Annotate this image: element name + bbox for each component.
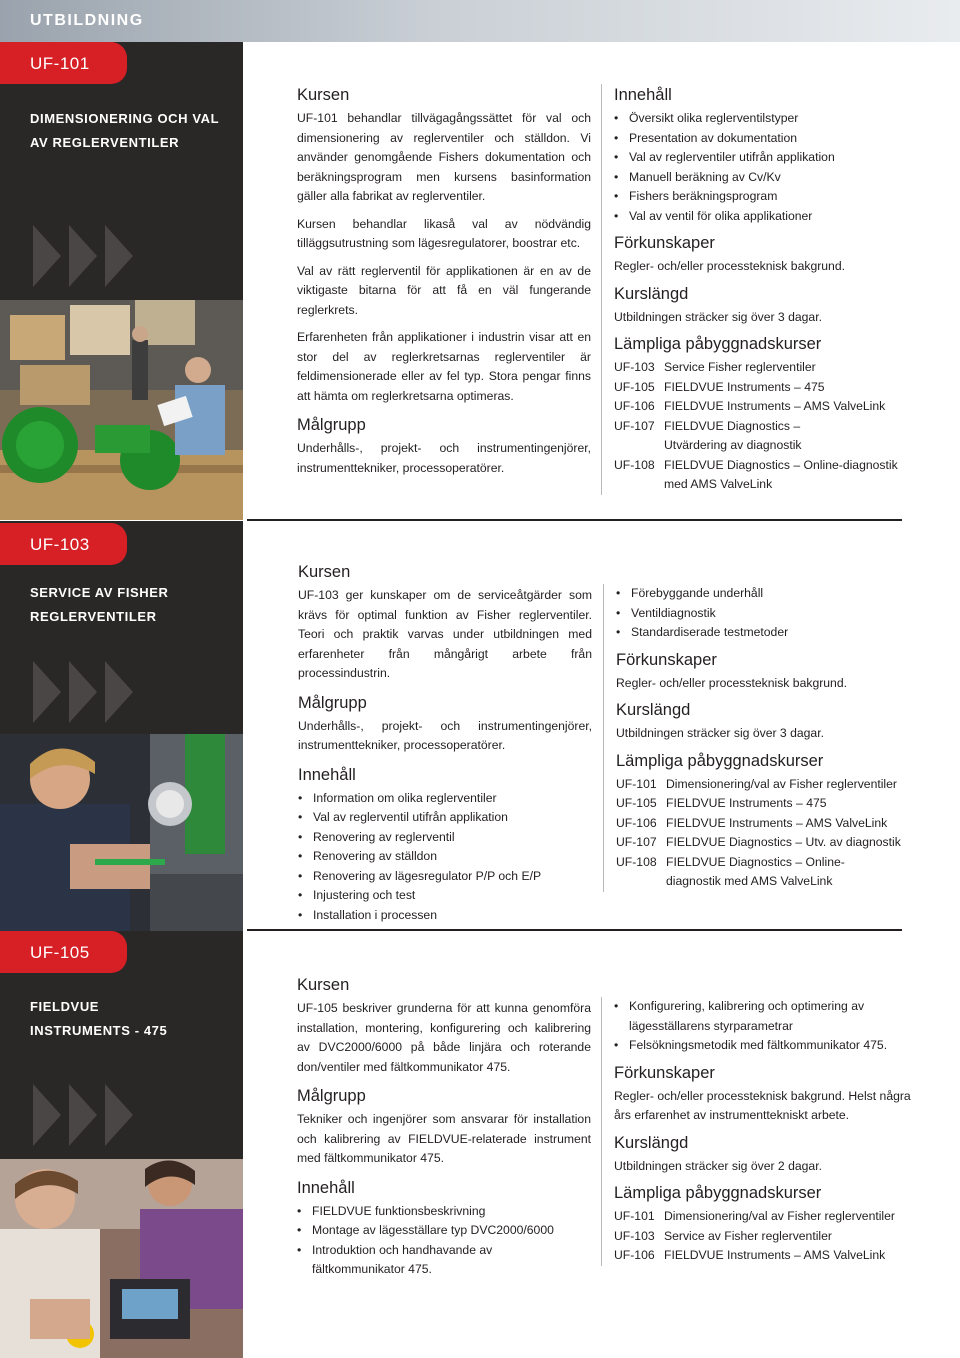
paragraph: Regler- och/eller processteknisk bakgrund. <box>614 259 845 273</box>
list-item: • Information om olika reglerventiler <box>298 789 592 809</box>
uf101-right-column <box>601 84 911 495</box>
course-row: UF-103 Service Fisher reglerventiler <box>614 360 816 374</box>
list-item: • Fishers beräkningsprogram <box>614 187 911 207</box>
paragraph: UF-105 beskriver grunderna för att kunna genomföra installation, montering, konfigurering och kalibrering av DVC2000/6000 på både linjära och roterande don/ventiler med fältkommunikator 475. <box>297 1001 591 1074</box>
paragraph: Utbildningen sträcker sig över 2 dagar. <box>614 1158 822 1173</box>
uf105-left-column <box>297 974 591 1286</box>
section-heading: Lämpliga påbyggnadskurser <box>616 751 824 770</box>
paragraph: Erfarenheten från applikationer i industrin visar att en stor del av reglerkretsarnas reglerventiler är feldimensionerade eller av fel typ. Stora pengar finns att hämta om reglerkretsarna optimeras. <box>297 330 591 403</box>
valve-workshop-photo <box>0 300 243 520</box>
list-item: • Standardiserade testmetoder <box>616 623 913 643</box>
course-row: UF-107 FIELDVUE Diagnostics – Utvärdering av diagnostik <box>614 418 802 452</box>
paragraph: UF-103 ger kunskaper om de serviceåtgärder som krävs för optimal funktion av Fisher reglerventiler. Teori och praktik varvas under utbildningen med erfarenheter från mångårigt arbete från processindustrin. <box>298 588 592 680</box>
list-item: • Introduktion och handhavande av fältkommunikator 475. <box>297 1241 591 1280</box>
content-list <box>614 997 911 1056</box>
paragraph: Regler- och/eller processteknisk bakgrund. Helst några års erfarenhet av instrumenttekniskt arbete. <box>614 1088 911 1122</box>
section-heading: Innehåll <box>614 86 672 104</box>
section-heading: Kurslängd <box>614 284 689 303</box>
list-item: • Installation i processen <box>298 906 592 926</box>
paragraph: Underhålls-, projekt- och instrumentingenjörer, instrumenttekniker, processoperatörer. <box>297 441 591 475</box>
list-item: • Val av ventil för olika applikationer <box>614 207 911 227</box>
section-heading: Förkunskaper <box>614 234 715 252</box>
paragraph: UF-101 behandlar tillvägagångssättet för val och dimensionering av reglerventiler och ställdon. Vi använder genomgående Fishers dokumentation och beräkningsprogram men kursens basinformation gäller alla fabrikat av reglerventiler. <box>297 111 591 203</box>
section-heading: Innehåll <box>297 1178 355 1197</box>
course-row: UF-105 FIELDVUE Instruments – 475 <box>614 379 825 394</box>
section-heading: Innehåll <box>298 765 356 784</box>
course-code: UF-103 <box>30 535 90 554</box>
course-row: UF-101 Dimensionering/val av Fisher reglerventiler <box>616 776 897 791</box>
course-row: UF-105 FIELDVUE Instruments – 475 <box>616 796 827 810</box>
section-heading: Kursen <box>298 563 351 581</box>
section-heading: Förkunskaper <box>614 1063 715 1082</box>
course-row: UF-108 FIELDVUE Diagnostics – Online-diagnostik med AMS ValveLink <box>616 854 845 888</box>
list-item: • FIELDVUE funktionsbeskrivning <box>297 1202 591 1222</box>
section-divider <box>247 929 902 931</box>
paragraph: Tekniker och ingenjörer som ansvarar för installation och kalibrering av FIELDVUE-relaterade instrument med fältkommunikator 475. <box>297 1112 591 1165</box>
paragraph: Regler- och/eller processteknisk bakgrund. <box>616 675 847 690</box>
course-list <box>614 358 911 495</box>
paragraph: Val av rätt reglerventil för applikationen är en av de viktigaste bitarna för att få en väl fungerande reglerkrets. <box>297 263 591 317</box>
list-item: • Renovering av reglerventil <box>298 828 592 848</box>
section-heading: Målgrupp <box>297 416 366 434</box>
list-item: • Montage av lägesställare typ DVC2000/6000 <box>297 1221 591 1241</box>
chevron-arrows-icon <box>33 225 143 287</box>
list-item: • Manuell beräkning av Cv/Kv <box>614 168 911 188</box>
section-sidebar-uf103 <box>0 521 243 931</box>
content-list <box>297 1202 591 1280</box>
course-row: UF-106 FIELDVUE Instruments – AMS ValveLink <box>616 815 888 830</box>
course-code-tag <box>0 523 127 565</box>
course-title: DIMENSIONERING OCH VAL AV REGLERVENTILER <box>30 111 220 150</box>
course-row: UF-106 FIELDVUE Instruments – AMS ValveLink <box>614 399 886 413</box>
list-item: • Val av reglerventil utifrån applikation <box>298 808 592 828</box>
paragraph: Utbildningen sträcker sig över 3 dagar. <box>614 309 822 324</box>
list-item: • Presentation av dokumentation <box>614 129 911 149</box>
page-title: UTBILDNING <box>30 12 144 29</box>
course-code-tag <box>0 931 127 973</box>
course-code: UF-101 <box>30 54 90 73</box>
paragraph: Utbildningen sträcker sig över 3 dagar. <box>616 726 824 740</box>
section-heading: Förkunskaper <box>616 650 717 669</box>
paragraph: Kursen behandlar likaså val av nödvändig tilläggsutrustning som lägesregulatorer, boostrar etc. <box>297 216 591 250</box>
section-divider <box>247 519 902 521</box>
list-item: • Konfigurering, kalibrering och optimering av lägesställarens styrparametrar <box>614 997 911 1036</box>
list-item: • Förebyggande underhåll <box>616 584 913 604</box>
uf103-right-column <box>603 584 913 892</box>
paragraph: Underhålls-, projekt- och instrumentingenjörer, instrumenttekniker, processoperatörer. <box>298 718 592 752</box>
list-item: • Felsökningsmetodik med fältkommunikator 475. <box>614 1036 911 1056</box>
course-title: FIELDVUE INSTRUMENTS - 475 <box>30 999 168 1038</box>
course-list <box>616 775 913 892</box>
list-item: • Renovering av ställdon <box>298 847 592 867</box>
list-item: • Ventildiagnostik <box>616 604 913 624</box>
section-heading: Kurslängd <box>614 1133 689 1152</box>
chevron-arrows-icon <box>33 661 143 723</box>
course-code-tag <box>0 42 127 84</box>
course-code: UF-105 <box>30 943 90 962</box>
section-heading: Kursen <box>297 976 350 994</box>
chevron-arrows-icon <box>33 1084 143 1146</box>
section-heading: Målgrupp <box>297 1087 366 1105</box>
course-row: UF-103 Service av Fisher reglerventiler <box>614 1228 832 1243</box>
list-item: • Renovering av lägesregulator P/P och E/P <box>298 867 592 887</box>
course-row: UF-108 FIELDVUE Diagnostics – Online-diagnostik med AMS ValveLink <box>614 457 898 491</box>
section-heading: Lämpliga påbyggnadskurser <box>614 1184 822 1202</box>
section-sidebar-uf101 <box>0 42 243 520</box>
course-row: UF-106 FIELDVUE Instruments – AMS ValveLink <box>614 1248 886 1262</box>
list-item: • Översikt olika reglerventilstyper <box>614 109 911 129</box>
course-list <box>614 1207 911 1266</box>
content-list <box>616 584 913 643</box>
course-row: UF-107 FIELDVUE Diagnostics – Utv. av diagnostik <box>616 835 901 849</box>
uf101-left-column <box>297 84 591 486</box>
content-list <box>614 109 911 226</box>
section-heading: Lämpliga påbyggnadskurser <box>614 335 822 353</box>
section-sidebar-uf105 <box>0 931 243 1358</box>
content-list <box>298 789 592 926</box>
uf103-left-column <box>298 561 592 931</box>
section-heading: Kursen <box>297 86 350 104</box>
course-title: SERVICE AV FISHER REGLERVENTILER <box>30 585 169 624</box>
course-row: UF-101 Dimensionering/val av Fisher reglerventiler <box>614 1209 895 1223</box>
technician-photo <box>0 734 243 931</box>
section-heading: Kurslängd <box>616 701 691 719</box>
list-item: • Injustering och test <box>298 886 592 906</box>
uf105-right-column <box>601 997 911 1266</box>
field-communicator-photo <box>0 1159 243 1358</box>
list-item: • Val av reglerventiler utifrån applikation <box>614 148 911 168</box>
section-heading: Målgrupp <box>298 693 367 712</box>
page-header <box>0 0 960 42</box>
